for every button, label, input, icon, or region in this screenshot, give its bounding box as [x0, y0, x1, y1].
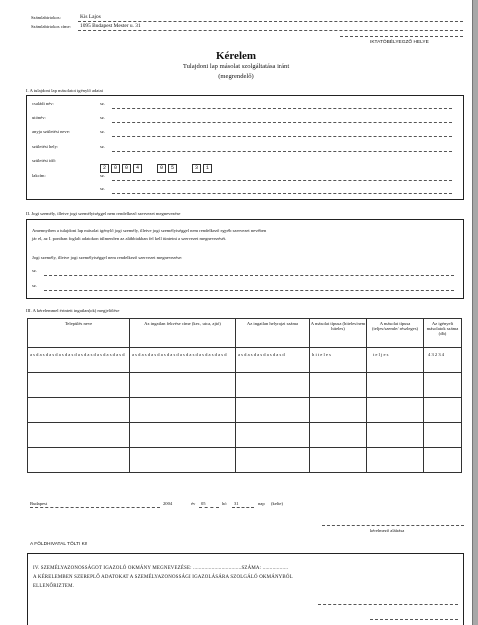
cell-empty[interactable]	[28, 398, 130, 423]
date-day: 31	[234, 501, 239, 506]
field-label: anyja születési neve:	[32, 129, 71, 134]
form-title: Kérelem	[215, 50, 257, 62]
cell-empty[interactable]	[367, 373, 424, 398]
form-subtitle: Tulajdoni lap másolat szolgáltatása iránt	[182, 63, 290, 70]
birth-digit: 4	[133, 164, 142, 173]
section1-heading: I. A tulajdoni lap másolatot igénylő adatai	[26, 88, 103, 93]
birth-digit: 1	[203, 164, 212, 173]
date-year: 2004	[163, 501, 173, 506]
cell-empty[interactable]	[367, 448, 424, 473]
date-day-label: nap	[258, 501, 265, 506]
date-city: Budapest	[30, 501, 48, 506]
field-label: lakcím:	[32, 173, 46, 178]
date-day-line	[232, 507, 254, 508]
office-signature-line[interactable]	[318, 604, 458, 605]
address-input[interactable]	[112, 180, 452, 181]
cell-address[interactable]: a s d a s d a s d a s d a s d a s d a s d a s d a s d a s d	[130, 348, 236, 373]
date-year-label: év	[191, 501, 196, 506]
cell-count[interactable]: 4 3 2 3 4	[424, 348, 462, 373]
date-note: (kelte)	[271, 501, 283, 506]
field-label: utónév:	[32, 115, 46, 120]
stamp-line	[340, 36, 463, 37]
cell-empty[interactable]	[424, 423, 462, 448]
customer-address-label: Számlabirtokos címe:	[31, 24, 71, 29]
field-given-name	[32, 115, 460, 125]
section4-line-3: ELLENŐRIZTEM.	[33, 584, 75, 589]
section3-heading: III. A kérelemmel érintett ingatlan(ok) megjelölése	[26, 308, 120, 313]
signature-label: kérelmező aláírása	[370, 528, 405, 533]
table-row	[28, 423, 462, 448]
field-prefix: sz.	[100, 144, 105, 149]
cell-lot[interactable]: a s d a s d a s d a s d a s d	[236, 348, 310, 373]
cell-empty[interactable]	[28, 373, 130, 398]
field-label: családi név:	[32, 101, 54, 106]
cell-empty[interactable]	[236, 398, 310, 423]
cell-empty[interactable]	[310, 423, 367, 448]
field-prefix: sz.	[100, 129, 105, 134]
field-prefix: sz.	[100, 173, 105, 178]
date-city-line	[30, 507, 160, 508]
birth-digit: 5	[168, 164, 177, 173]
date-month-line	[199, 507, 219, 508]
cell-empty[interactable]	[424, 373, 462, 398]
mother-name-input[interactable]	[112, 136, 452, 137]
table-row	[28, 448, 462, 473]
birth-digit: 2	[100, 164, 109, 173]
birth-date-boxes[interactable]	[100, 156, 214, 174]
cell-empty[interactable]	[424, 448, 462, 473]
field-prefix: sz.	[100, 101, 105, 106]
address-2-input[interactable]	[112, 193, 452, 194]
office-signature-line-2[interactable]	[370, 619, 458, 620]
field-prefix: sz.	[100, 115, 105, 120]
section2-text-2: jár el, az I. pontban foglalt adatokon túlmenően az alábbiakban fel kell tüntetni a szervezet megnevezését.	[32, 236, 227, 241]
customer-name-label: Számlabirtokos:	[31, 15, 61, 20]
birth-digit: 0	[157, 164, 166, 173]
col-scope-type: A másolat típusa (teljes/szemle/ részleges)	[367, 319, 424, 348]
cell-empty[interactable]	[236, 448, 310, 473]
cell-empty[interactable]	[130, 423, 236, 448]
customer-address: 1095 Budapest Mester u. 31	[80, 23, 141, 29]
field-address	[32, 173, 460, 183]
org-name-input-2[interactable]	[44, 290, 454, 291]
col-auth-type: A másolat típusa (hiteles/nem hiteles)	[310, 319, 367, 348]
table-row	[28, 373, 462, 398]
cell-scope[interactable]: t e l j e s	[367, 348, 424, 373]
table-row	[28, 398, 462, 423]
col-settlement: Település neve	[28, 319, 130, 348]
cell-empty[interactable]	[28, 448, 130, 473]
birth-place-input[interactable]	[112, 151, 452, 152]
section4-line-2: A KÉRELEMBEN SZEREPLŐ ADATOKAT A SZEMÉLYAZONOSSÁGI IGAZOLÁSÁRA SZOLGÁLÓ OKMÁNYBÓL	[33, 575, 293, 580]
property-table	[27, 318, 462, 473]
cell-auth[interactable]: h i t e l e s	[310, 348, 367, 373]
birth-digit: 0	[111, 164, 120, 173]
stamp-label: IKTATÓBÉLYEGZŐ HELYE	[370, 40, 429, 45]
table-header-row	[28, 319, 462, 348]
section2-text-3: Jogi személy, illetve jogi személyiséggel nem rendelkező szervezet megnevezése:	[32, 255, 183, 260]
cell-empty[interactable]	[424, 398, 462, 423]
field-label: születési idő:	[32, 158, 57, 163]
section4-line-1: IV. SZEMÉLYAZONOSSÁGOT IGAZOLÓ OKMÁNY MEGNEVEZÉSE: ..................................SZÁMA: ..................	[33, 566, 289, 571]
col-count: Az igényelt másolatok száma (db)	[424, 319, 462, 348]
field-label: születési hely:	[32, 144, 59, 149]
table-row	[28, 348, 462, 373]
cell-empty[interactable]	[310, 448, 367, 473]
cell-empty[interactable]	[28, 423, 130, 448]
cell-empty[interactable]	[130, 398, 236, 423]
section2-heading: II. Jogi személy, illetve jogi személyiséggel nem rendelkező szervezet megnevezése	[26, 211, 181, 216]
family-name-input[interactable]	[112, 108, 452, 109]
cell-empty[interactable]	[236, 423, 310, 448]
office-box	[27, 553, 464, 625]
customer-name: Kis Lajos	[80, 14, 101, 20]
col-lot-number: Az ingatlan helyrajzi száma	[236, 319, 310, 348]
given-name-input[interactable]	[112, 122, 452, 123]
org-name-input[interactable]	[44, 275, 454, 276]
customer-name-line	[78, 21, 463, 22]
date-month: 05	[201, 501, 206, 506]
section2-text-1: Amennyiben a tulajdoni lap másolat igénylő jogi személy, illetve jogi személyiséggel nem rendelkező egyéb szervezet nevében	[32, 228, 267, 233]
date-month-label: hó	[222, 501, 227, 506]
field-mother-name	[32, 129, 460, 139]
cell-empty[interactable]	[310, 373, 367, 398]
birth-digit: 0	[122, 164, 131, 173]
birth-digit: 3	[192, 164, 201, 173]
cell-empty[interactable]	[367, 398, 424, 423]
field-prefix: sz.	[100, 186, 105, 191]
cell-empty[interactable]	[236, 373, 310, 398]
field-birth-date	[32, 158, 460, 171]
org-name-prefix: sz.	[32, 268, 37, 273]
field-address-2	[32, 186, 460, 196]
customer-address-line	[78, 30, 463, 31]
org-name-prefix-2: sz.	[32, 283, 37, 288]
cell-empty[interactable]	[367, 423, 424, 448]
cell-settlement[interactable]: a s d a s d a s d a s d a s d a s d a s d a s d a s d a s d	[28, 348, 130, 373]
col-address: Az ingatlan fekvése címe (ker., utca, ajtó)	[130, 319, 236, 348]
cell-empty[interactable]	[130, 373, 236, 398]
form-subtitle-2: (megrendelő)	[218, 73, 254, 80]
cell-empty[interactable]	[310, 398, 367, 423]
office-label: A FÖLDHIVATAL TÖLTI KI!	[30, 542, 88, 547]
field-birth-place	[32, 144, 460, 154]
field-family-name	[32, 101, 460, 111]
signature-line[interactable]	[322, 525, 464, 526]
cell-empty[interactable]	[130, 448, 236, 473]
